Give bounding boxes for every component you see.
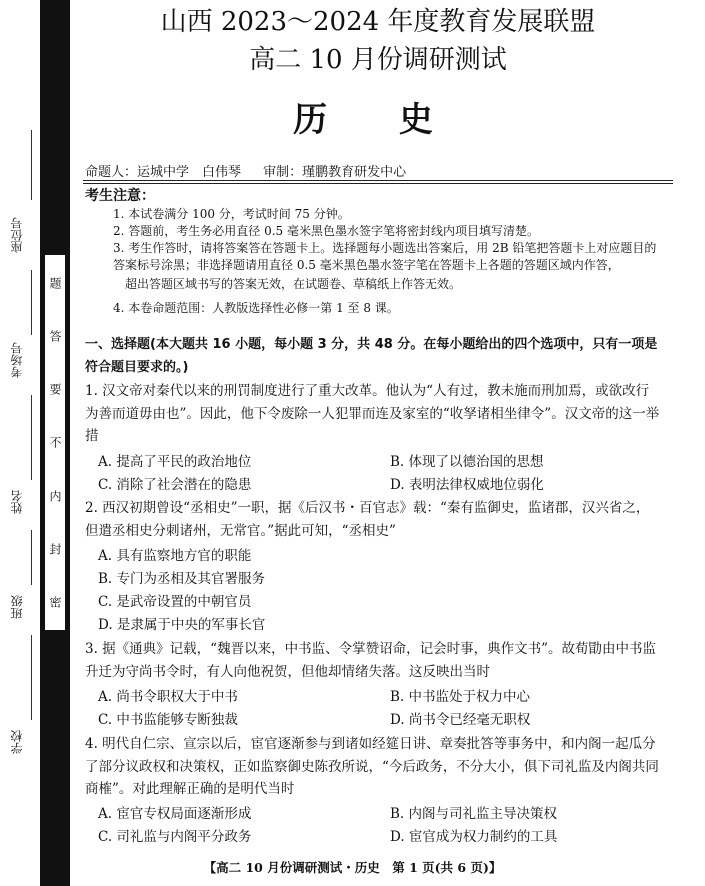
question-2-option-d: D. 是隶属于中央的军事长官 <box>98 617 266 633</box>
name-line <box>31 395 32 480</box>
exam-org-title: 山西 2023～2024 年度教育发展联盟 <box>160 7 596 37</box>
school-line <box>31 635 32 720</box>
seal-line-text <box>45 255 65 630</box>
question-2-stem: 2. 西汉初期曾设“丞相史”一职，据《后汉书・百官志》载：“秦有监御史，监诸郡，汉兴省之，但遣丞相史分刺诸州，无常官。”据此可知，“丞相史” <box>85 500 650 539</box>
exam-room-line <box>31 270 32 335</box>
question-4-option-a: A. 宦官专权局面逐渐形成 <box>98 806 252 822</box>
question-1-option-b: B. 体现了以德治国的思想 <box>390 454 544 470</box>
question-3-option-a: A. 尚书令职权大于中书 <box>98 689 238 705</box>
question-3-option-b: B. 中书监处于权力中心 <box>390 689 531 705</box>
question-4-option-d: D. 宦官成为权力制约的工具 <box>390 829 558 845</box>
seat-number-label: 座位号 <box>10 217 24 253</box>
question-3-option-d: D. 尚书令已经毫无职权 <box>390 712 531 728</box>
page-footer: 【高二 10 月份调研测试・历史 第 1 页(共 6 页)】 <box>203 860 502 875</box>
divider <box>83 183 673 184</box>
school-label: 学校 <box>10 730 24 755</box>
question-1-option-c: C. 消除了社会潜在的隐患 <box>98 477 252 493</box>
divider <box>83 180 673 181</box>
seat-number-line <box>31 130 32 200</box>
question-1-option-d: D. 表明法律权威地位弱化 <box>390 477 544 493</box>
seal-char: 答 <box>48 330 62 343</box>
seal-char: 密 <box>48 595 62 608</box>
composer: 命题人：运城中学 白伟琴 <box>85 165 242 180</box>
question-3-option-c: C. 中书监能够专断独裁 <box>98 712 238 728</box>
seal-char: 题 <box>48 277 62 289</box>
question-4-option-c: C. 司礼监与内阁平分政务 <box>98 829 252 845</box>
notice-title: 考生注意： <box>85 188 155 204</box>
seal-char: 内 <box>48 489 62 502</box>
question-2-option-c: C. 是武帝设置的中朝官员 <box>98 594 252 610</box>
question-1-stem: 1. 汉文帝对秦代以来的刑罚制度进行了重大改革。他认为“人有过，教未施而刑加焉，或欲改行为善而道毋由也”。因此，他下令废除一人犯罪而连及家室的“收孥诸相坐律令”。汉文帝的这一举措 <box>85 383 660 444</box>
question-4-stem: 4. 明代自仁宗、宣宗以后，宦官逐渐参与到诸如经筵日讲、章奏批答等事务中，和内阁一起瓜分了部分议政权和决策权，正如监察御史陈孜所说，“今后政务，不分大小，俱下司礼监及内阁共同商榷”。对此理解正确的是明代当时 <box>85 736 659 797</box>
question-2-option-b: B. 专门为丞相及其官署服务 <box>98 571 266 587</box>
subject-title: 历 史 <box>293 100 463 140</box>
name-label: 姓名 <box>10 490 24 515</box>
author-line <box>85 161 424 180</box>
section-title: 一、选择题(本大题共 16 小题，每小题 3 分，共 48 分。在每小题给出的四个选项中，只有一项是符合题目要求的。) <box>85 337 658 375</box>
seal-char: 要 <box>48 383 62 396</box>
reviewer: 审制：瑾鹏教育研发中心 <box>263 165 407 180</box>
question-3-stem: 3. 据《通典》记载，“魏晋以来，中书监、令掌赞诏命，记会时事，典作文书”。故荀勖由中书监升迁为守尚书令时，有人向他祝贺，但他却情绪失落。这反映出当时 <box>85 641 656 680</box>
exam-title: 高二 10 月份调研测试 <box>249 45 507 75</box>
notice-item: 4. 本卷命题范围：人教版选择性必修一第 1 至 8 课。 <box>113 301 399 315</box>
class-label: 班级 <box>10 595 24 620</box>
seal-char: 封 <box>48 542 62 555</box>
question-1-option-a: A. 提高了平民的政治地位 <box>98 454 252 470</box>
notice-item: 2. 答题前，考生务必用直径 0.5 毫米黑色墨水签字笔将密封线内项目填写清楚。 <box>113 224 539 238</box>
class-line <box>31 530 32 585</box>
question-2-option-a: A. 具有监察地方官的职能 <box>98 548 252 564</box>
notice-emphasis: 超出答题区域书写的答案无效，在试题卷、草稿纸上作答无效。 <box>125 277 462 291</box>
question-4-option-b: B. 内阁与司礼监主导决策权 <box>390 806 558 822</box>
notice-item: 3. 考生作答时，请将答案答在答题卡上。选择题每小题选出答案后，用 2B 铅笔把答题卡上对应题目的答案标号涂黑；非选择题请用直径 0.5 毫米黑色墨水签字笔在答题卡上各题的答题区域内作答， <box>113 241 657 272</box>
seal-char: 不 <box>48 436 62 449</box>
notice-item: 1. 本试卷满分 100 分，考试时间 75 分钟。 <box>113 207 350 221</box>
binding-margin <box>0 0 40 886</box>
exam-room-label: 考场号 <box>10 342 24 378</box>
